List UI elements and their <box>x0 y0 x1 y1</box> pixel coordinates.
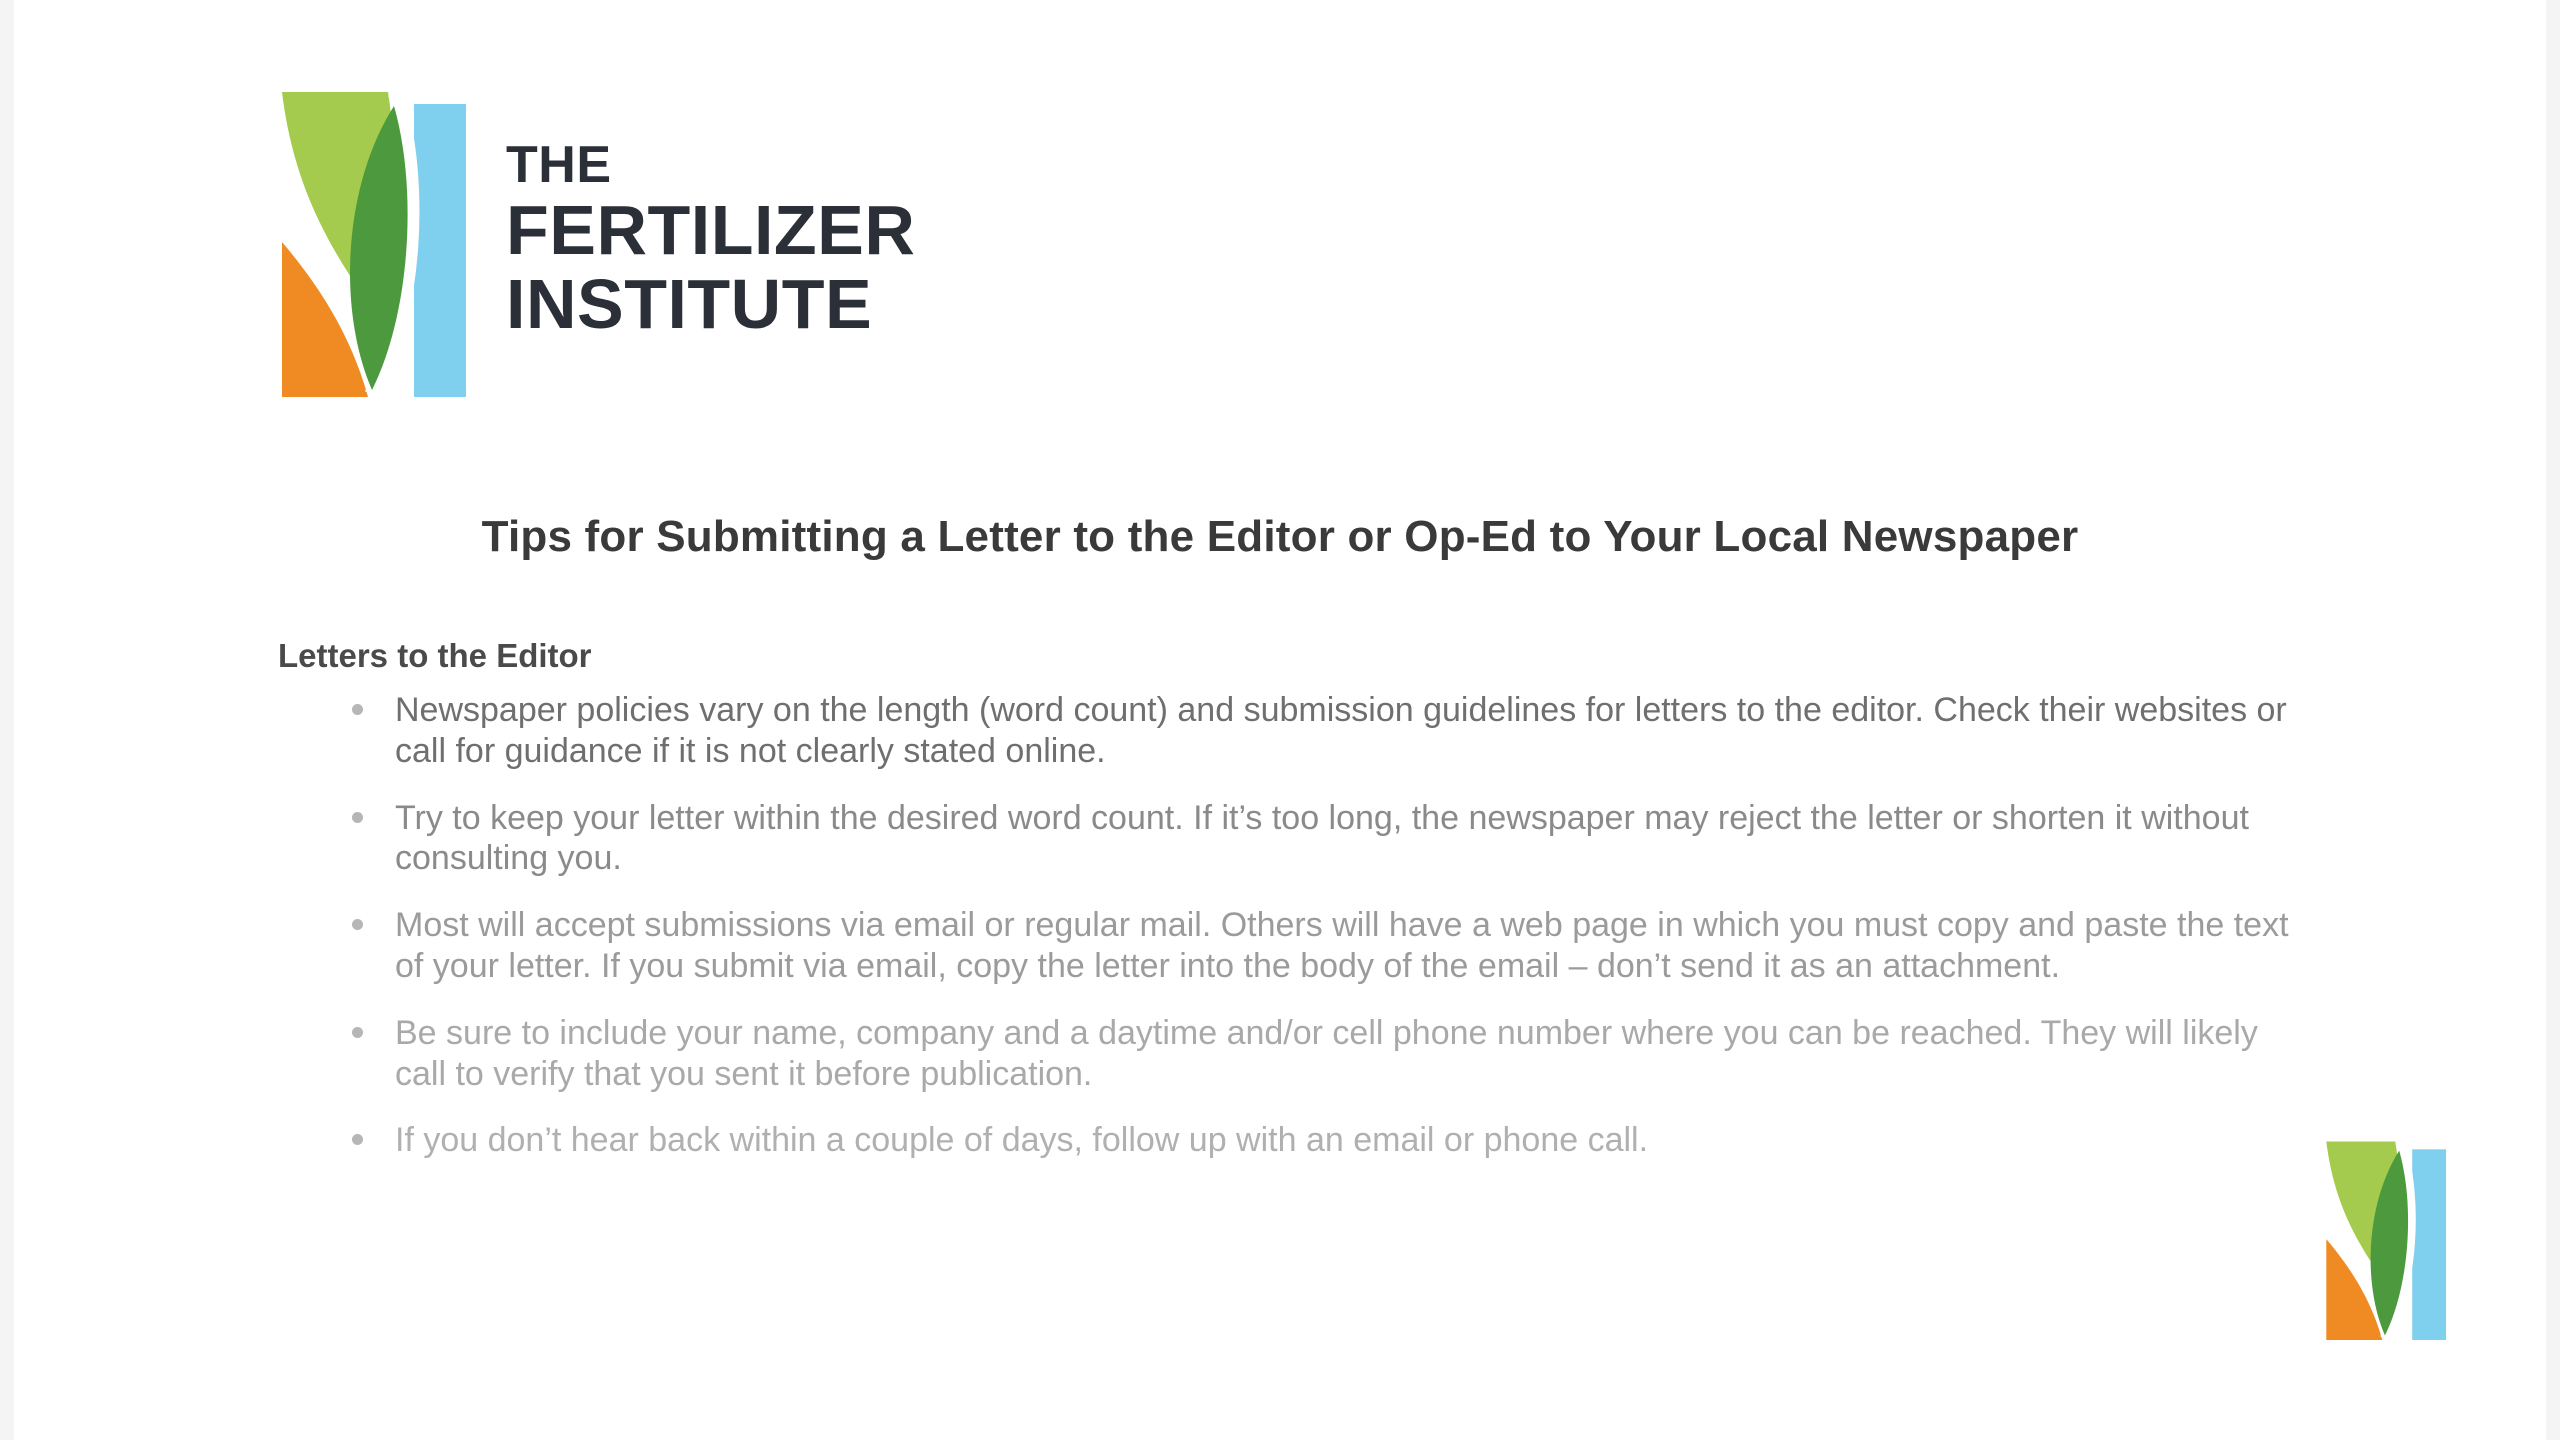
brand-logo <box>276 82 915 397</box>
list-item <box>300 905 2290 987</box>
bullet-dot-icon <box>352 812 363 823</box>
right-margin-gutter <box>2546 0 2560 1440</box>
list-item-text: Be sure to include your name, company and a daytime and/or cell phone number where you can be reached. They will likely call to verify that you sent it before publication. <box>395 1013 2258 1093</box>
list-item-text: Newspaper policies vary on the length (word count) and submission guidelines for letters to the editor. Check their websites or call for guidance if it is not clearly stated online. <box>395 691 2287 770</box>
leaf-logo-icon <box>276 82 476 397</box>
list-item <box>300 1120 2290 1161</box>
brand-wordmark-line2: FERTILIZER <box>506 190 916 269</box>
brand-wordmark-line3: INSTITUTE <box>506 265 873 344</box>
tips-bullet-list <box>300 690 2290 1187</box>
bullet-dot-icon <box>352 704 363 715</box>
list-item-text: Try to keep your letter within the desired word count. If it’s too long, the newspaper may reject the letter or shorten it without consulting you. <box>395 798 2249 878</box>
list-item-text: Most will accept submissions via email or regular mail. Others will have a web page in which you must copy and paste the text of your letter. If you submit via email, copy the letter into the body of the email – don’t send it as an attachment. <box>395 906 2289 985</box>
brand-wordmark-line1: THE <box>506 135 612 194</box>
list-item <box>300 1013 2290 1095</box>
bullet-dot-icon <box>352 1134 363 1145</box>
page-title: Tips for Submitting a Letter to the Editor or Op-Ed to Your Local Newspaper <box>481 512 2079 561</box>
brand-wordmark <box>506 135 916 344</box>
bullet-dot-icon <box>352 1027 363 1038</box>
section-heading: Letters to the Editor <box>278 637 592 674</box>
list-item-text: If you don’t hear back within a couple of days, follow up with an email or phone call. <box>395 1121 1649 1160</box>
bullet-dot-icon <box>352 919 363 930</box>
left-margin-gutter <box>0 0 14 1440</box>
list-item <box>300 798 2290 880</box>
list-item <box>300 690 2290 772</box>
corner-leaf-logo-icon <box>2320 1135 2455 1340</box>
